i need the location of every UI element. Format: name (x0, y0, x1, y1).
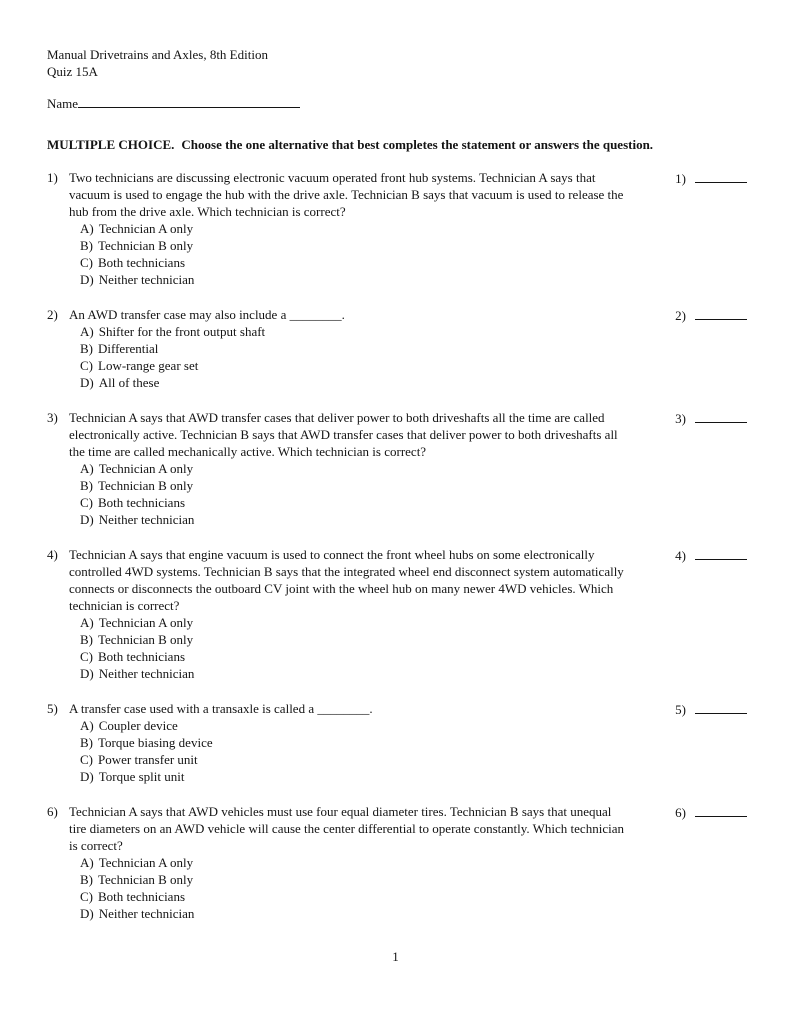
option-c (80, 357, 629, 374)
question-block-3 (47, 409, 747, 528)
option-b (80, 631, 629, 648)
question-text: Technician A says that AWD transfer cases that deliver power to both driveshafts all the time are called electronically active. Technician B says that AWD transfer cases that deliver power to both driveshafts all the time are called mechanically active. Which technician is correct? (69, 410, 618, 459)
answer-area (675, 409, 747, 427)
option-label: B) (80, 735, 93, 750)
option-text: Torque biasing device (98, 735, 213, 750)
answer-number: 3) (675, 411, 686, 426)
section-label: MULTIPLE CHOICE. (47, 137, 175, 152)
instructions (47, 136, 747, 153)
answer-blank[interactable] (695, 306, 747, 320)
option-text: Technician A only (98, 221, 194, 236)
option-label: C) (80, 752, 93, 767)
option-text: Differential (98, 341, 159, 356)
option-a (80, 460, 629, 477)
option-label: D) (80, 906, 94, 921)
option-text: Technician A only (98, 461, 194, 476)
option-text: Coupler device (98, 718, 178, 733)
page-number: 1 (392, 949, 399, 964)
question-number: 1) (47, 170, 58, 185)
question-main (47, 546, 629, 682)
option-label: D) (80, 512, 94, 527)
options-list (80, 460, 629, 528)
question-text: A transfer case used with a transaxle is called a ________. (69, 701, 373, 716)
question-main (47, 700, 629, 785)
answer-area (675, 306, 747, 324)
question-number: 4) (47, 547, 58, 562)
option-text: Neither technician (98, 272, 195, 287)
answer-blank[interactable] (695, 169, 747, 183)
question-block-5 (47, 700, 747, 785)
option-a (80, 717, 629, 734)
option-label: D) (80, 666, 94, 681)
answer-area (675, 169, 747, 187)
option-d (80, 665, 629, 682)
answer-area (675, 546, 747, 564)
option-label: A) (80, 221, 94, 236)
answer-number: 2) (675, 308, 686, 323)
question-number: 5) (47, 701, 58, 716)
option-text: Neither technician (98, 666, 195, 681)
option-d (80, 511, 629, 528)
option-text: Both technicians (98, 649, 186, 664)
option-text: All of these (98, 375, 160, 390)
option-b (80, 871, 629, 888)
option-text: Neither technician (98, 906, 195, 921)
question-number: 6) (47, 804, 58, 819)
page-content (47, 46, 747, 940)
option-label: C) (80, 649, 93, 664)
question-main (47, 803, 629, 922)
option-text: Torque split unit (98, 769, 185, 784)
option-label: A) (80, 461, 94, 476)
options-list (80, 220, 629, 288)
option-label: A) (80, 615, 94, 630)
option-text: Shifter for the front output shaft (98, 324, 266, 339)
option-text: Both technicians (98, 889, 186, 904)
option-label: B) (80, 341, 93, 356)
option-a (80, 220, 629, 237)
option-text: Low-range gear set (98, 358, 199, 373)
option-text: Neither technician (98, 512, 195, 527)
answer-blank[interactable] (695, 409, 747, 423)
name-blank[interactable] (78, 94, 300, 108)
option-label: C) (80, 255, 93, 270)
options-list (80, 614, 629, 682)
answer-number: 5) (675, 702, 686, 717)
question-block-6 (47, 803, 747, 922)
option-d (80, 905, 629, 922)
answer-number: 6) (675, 805, 686, 820)
option-text: Technician B only (98, 238, 194, 253)
answer-area (675, 700, 747, 718)
options-list (80, 323, 629, 391)
question-main (47, 409, 629, 528)
option-label: A) (80, 324, 94, 339)
answer-blank[interactable] (695, 546, 747, 560)
option-b (80, 237, 629, 254)
option-a (80, 614, 629, 631)
option-label: A) (80, 855, 94, 870)
name-row (47, 94, 747, 112)
answer-blank[interactable] (695, 803, 747, 817)
option-b (80, 477, 629, 494)
answer-blank[interactable] (695, 700, 747, 714)
question-block-2 (47, 306, 747, 391)
option-text: Technician B only (98, 478, 194, 493)
question-text: Two technicians are discussing electronic vacuum operated front hub systems. Technician A says that vacuum is used to engage the hub with the drive axle. Technician B says that vacuum is used to release the hub from the drive axle. Which technician is correct? (69, 170, 624, 219)
name-label: Name (47, 96, 79, 111)
question-text: Technician A says that AWD vehicles must use four equal diameter tires. Technician B says that unequal tire diameters on an AWD vehicle will cause the center differential to operate constantly. Which technician is correct? (69, 804, 624, 853)
option-label: C) (80, 495, 93, 510)
option-text: Technician B only (98, 872, 194, 887)
answer-area (675, 803, 747, 821)
option-d (80, 271, 629, 288)
option-label: D) (80, 272, 94, 287)
book-title: Manual Drivetrains and Axles, 8th Edition (47, 47, 268, 62)
option-label: C) (80, 889, 93, 904)
question-block-1 (47, 169, 747, 288)
instructions-text: Choose the one alternative that best completes the statement or answers the question. (181, 137, 654, 152)
option-label: D) (80, 375, 94, 390)
option-label: B) (80, 478, 93, 493)
answer-number: 4) (675, 548, 686, 563)
options-list (80, 717, 629, 785)
option-label: B) (80, 238, 93, 253)
question-text: Technician A says that engine vacuum is used to connect the front wheel hubs on some electronically controlled 4WD systems. Technician B says that the integrated wheel end disconnect system automatically connects or disconnects the outboard CV joint with the wheel hub on many newer 4WD vehicles. Which technician is correct? (69, 547, 624, 613)
questions-list (47, 169, 747, 922)
option-label: D) (80, 769, 94, 784)
question-text: An AWD transfer case may also include a ________. (69, 307, 345, 322)
option-a (80, 323, 629, 340)
option-text: Technician A only (98, 855, 194, 870)
option-label: C) (80, 358, 93, 373)
option-c (80, 494, 629, 511)
question-main (47, 169, 629, 288)
question-number: 2) (47, 307, 58, 322)
option-label: B) (80, 632, 93, 647)
option-c (80, 648, 629, 665)
quiz-title: Quiz 15A (47, 64, 98, 79)
option-text: Both technicians (98, 495, 186, 510)
option-a (80, 854, 629, 871)
option-text: Technician A only (98, 615, 194, 630)
option-c (80, 254, 629, 271)
option-d (80, 374, 629, 391)
option-text: Both technicians (98, 255, 186, 270)
option-c (80, 888, 629, 905)
answer-number: 1) (675, 171, 686, 186)
option-b (80, 734, 629, 751)
option-d (80, 768, 629, 785)
question-number: 3) (47, 410, 58, 425)
option-c (80, 751, 629, 768)
question-main (47, 306, 629, 391)
option-label: A) (80, 718, 94, 733)
option-text: Power transfer unit (98, 752, 198, 767)
option-b (80, 340, 629, 357)
option-label: B) (80, 872, 93, 887)
option-text: Technician B only (98, 632, 194, 647)
options-list (80, 854, 629, 922)
question-block-4 (47, 546, 747, 682)
